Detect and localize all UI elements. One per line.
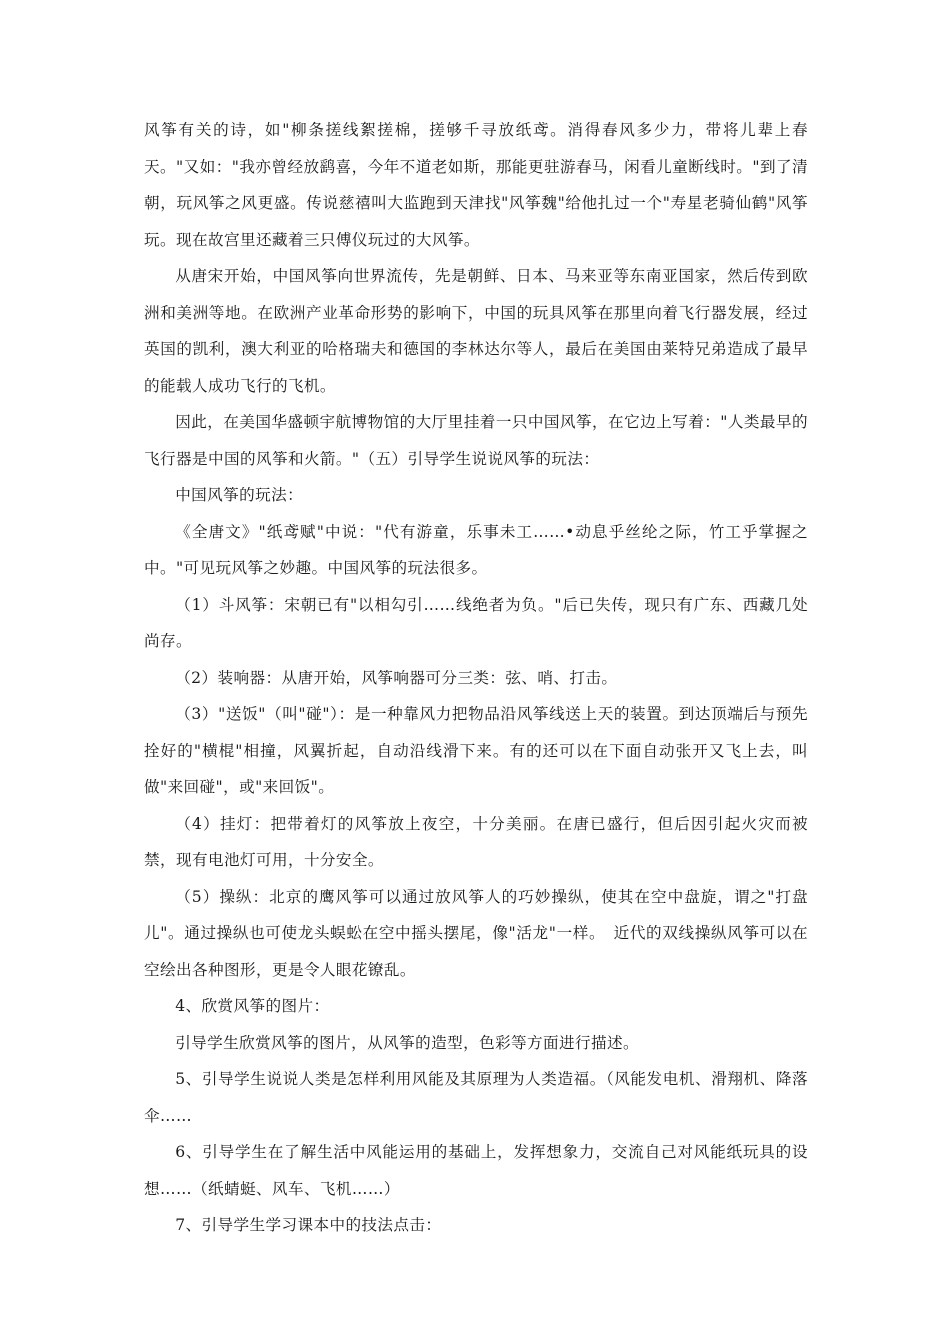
paragraph-method-1: （1）斗风筝：宋朝已有"以相勾引……线绝者为负。"后已失传，现只有广东、西藏几处尚存。 — [144, 595, 808, 650]
paragraph-step-4: 4、欣赏风筝的图片： — [175, 997, 330, 1015]
paragraph-method-2: （2）装响器：从唐开始，风筝响器可分三类：弦、哨、打击。 — [175, 668, 618, 687]
paragraph-step-5: 5、引导学生说说人类是怎样利用风能及其原理为人类造福。（风能发电机、滑翔机、降落伞…… — [144, 1070, 808, 1125]
paragraph-kite-spread: 从唐宋开始，中国风筝向世界流传，先是朝鲜、日本、马来亚等东南亚国家，然后传到欧洲和美洲等地。在欧洲产业革命形势的影响下，中国的玩具风筝在那里向着飞行器发展，经过英国的凯利，澳大利亚的哈格瑞夫和德国的李林达尔等人，最后在美国由莱特兄弟造成了最早的能载人成功飞行的飞机。 — [144, 267, 808, 395]
paragraph-museum-kite: 因此，在美国华盛顿宇航博物馆的大厅里挂着一只中国风筝，在它边上写着："人类最早的飞行器是中国的风筝和火箭。"（五）引导学生说说风筝的玩法： — [144, 413, 808, 468]
document-page — [144, 112, 808, 1244]
paragraph-method-3: （3）"送饭"（叫"碰"）：是一种靠风力把物品沿风筝线送上天的装置。到达顶端后与预先拴好的"横棍"相撞，风翼折起，自动沿线滑下来。有的还可以在下面自动张开又飞上去，叫做"来回碰"，或"来回饭"。 — [144, 705, 808, 796]
paragraph-kite-poems: 风筝有关的诗，如"柳条搓线絮搓棉，搓够千寻放纸鸢。消得春风多少力，带将儿辈上春天。"又如："我亦曾经放鹞喜，今年不道老如斯，那能更驻游春马，闲看儿童断线时。"到了清朝，玩风筝之风更盛。传说慈禧叫大监跑到天津找"风筝魏"给他扎过一个"寿星老骑仙鹤"风筝玩。现在故宫里还藏着三只傅仪玩过的大风筝。 — [144, 121, 808, 249]
paragraph-method-4: （4）挂灯：把带着灯的风筝放上夜空，十分美丽。在唐已盛行，但后因引起火灾而被禁，现有电池灯可用，十分安全。 — [144, 814, 808, 869]
paragraph-method-5: （5）操纵：北京的鹰风筝可以通过放风筝人的巧妙操纵，使其在空中盘旋，谓之"打盘儿"。通过操纵也可使龙头蜈蚣在空中摇头摆尾，像"活龙"一样。 近代的双线操纵风筝可以在空绘出各种图形，更是令人眼花镣乱。 — [144, 887, 808, 979]
paragraph-step-4-detail: 引导学生欣赏风筝的图片，从风筝的造型，色彩等方面进行描述。 — [175, 1033, 640, 1052]
paragraph-step-7: 7、引导学生学习课本中的技法点击： — [175, 1216, 442, 1234]
paragraph-step-6: 6、引导学生在了解生活中风能运用的基础上，发挥想象力，交流自己对风能纸玩具的设想……（纸蜻蜓、风车、飞机……） — [144, 1143, 808, 1198]
paragraph-quan-tang-wen: 《全唐文》"纸鸢赋"中说："代有游童，乐事未工……•动息乎丝纶之际，竹工乎掌握之中。"可见玩风筝之妙趣。中国风筝的玩法很多。 — [144, 522, 808, 577]
paragraph-play-methods-heading: 中国风筝的玩法： — [175, 486, 304, 504]
